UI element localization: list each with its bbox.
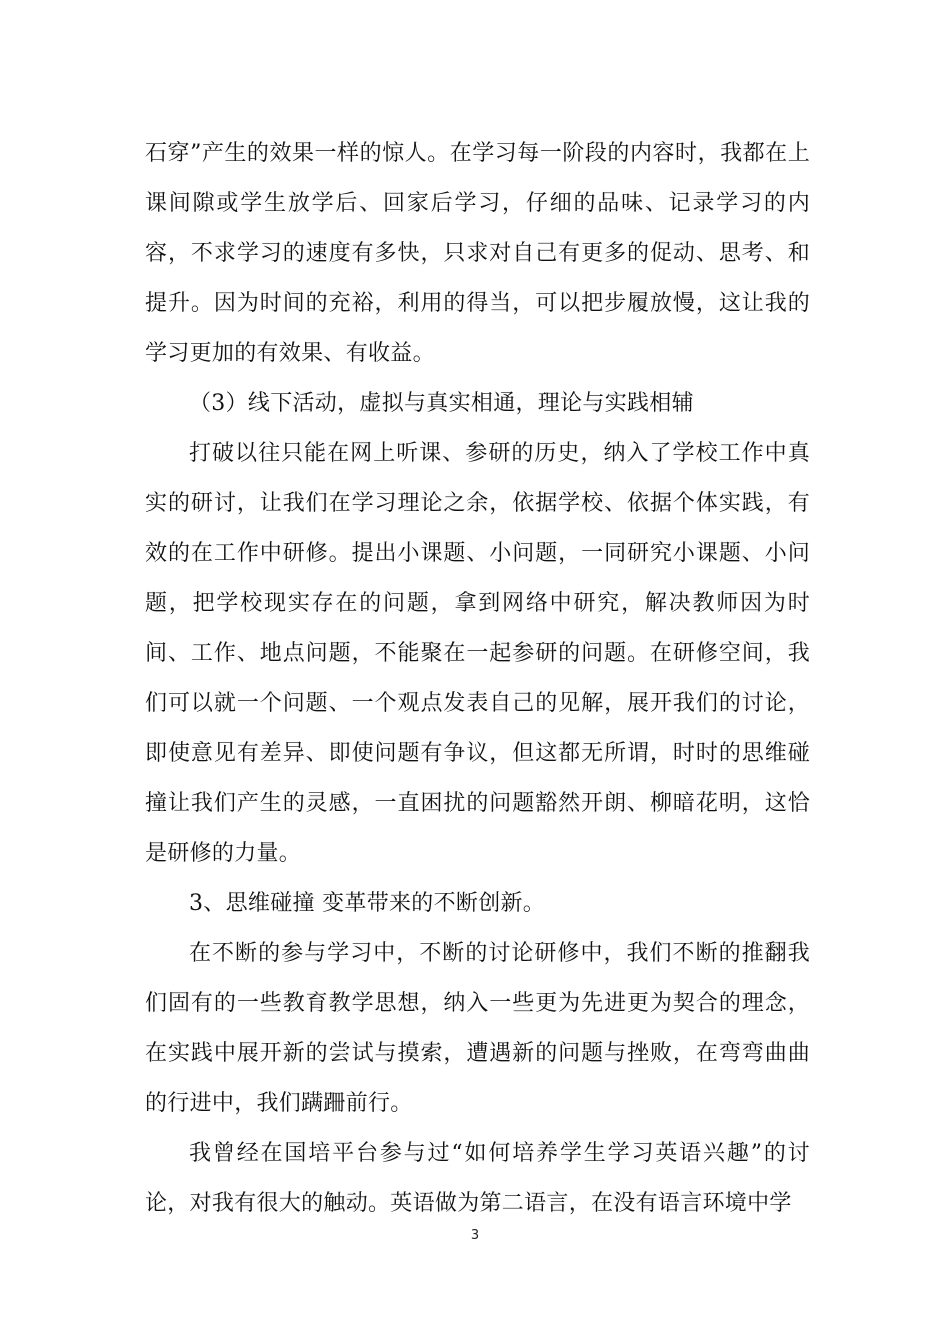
paragraph-learning: 在不断的参与学习中，不断的讨论研修中，我们不断的推翻我们固有的一些教育教学思想，纳入一些更为先进更为契合的理念，在实践中展开新的尝试与摸索，遭遇新的问题与挫败，在弯弯曲曲的行进中，我们蹒跚前行。 (145, 941, 810, 1116)
page-number: 3 (470, 1228, 480, 1243)
document-body (145, 129, 810, 1229)
paragraph-research: 打破以往只能在网上听课、参研的历史，纳入了学校工作中真实的研讨，让我们在学习理论之余，依据学校、依据个体实践，有效的在工作中研修。提出小课题、小问题，一同研究小课题、小问题，把学校现实存在的问题，拿到网络中研究，解决教师因为时间、工作、地点问题，不能聚在一起参研的问题。在研修空间，我们可以就一个问题、一个观点发表自己的见解，展开我们的讨论，即使意见有差异、即使问题有争议，但这都无所谓，时时的思维碰撞让我们产生的灵感，一直困扰的问题豁然开朗、柳暗花明，这恰是研修的力量。 (145, 441, 810, 866)
section-heading-innovation: 3、思维碰撞 变革带来的不断创新。 (189, 891, 546, 916)
section-heading-online-offline: （3）线下活动，虚拟与真实相通，理论与实践相辅 (189, 391, 694, 416)
paragraph-english-interest: 我曾经在国培平台参与过“如何培养学生学习英语兴趣”的讨论，对我有很大的触动。英语做为第二语言，在没有语言环境中学 (145, 1141, 810, 1216)
paragraph-continuation: 石穿”产生的效果一样的惊人。在学习每一阶段的内容时，我都在上课间隙或学生放学后、回家后学习，仔细的品味、记录学习的内容，不求学习的速度有多快，只求对自己有更多的促动、思考、和提升。因为时间的充裕，利用的得当，可以把步履放慢，这让我的学习更加的有效果、有收益。 (145, 141, 810, 366)
